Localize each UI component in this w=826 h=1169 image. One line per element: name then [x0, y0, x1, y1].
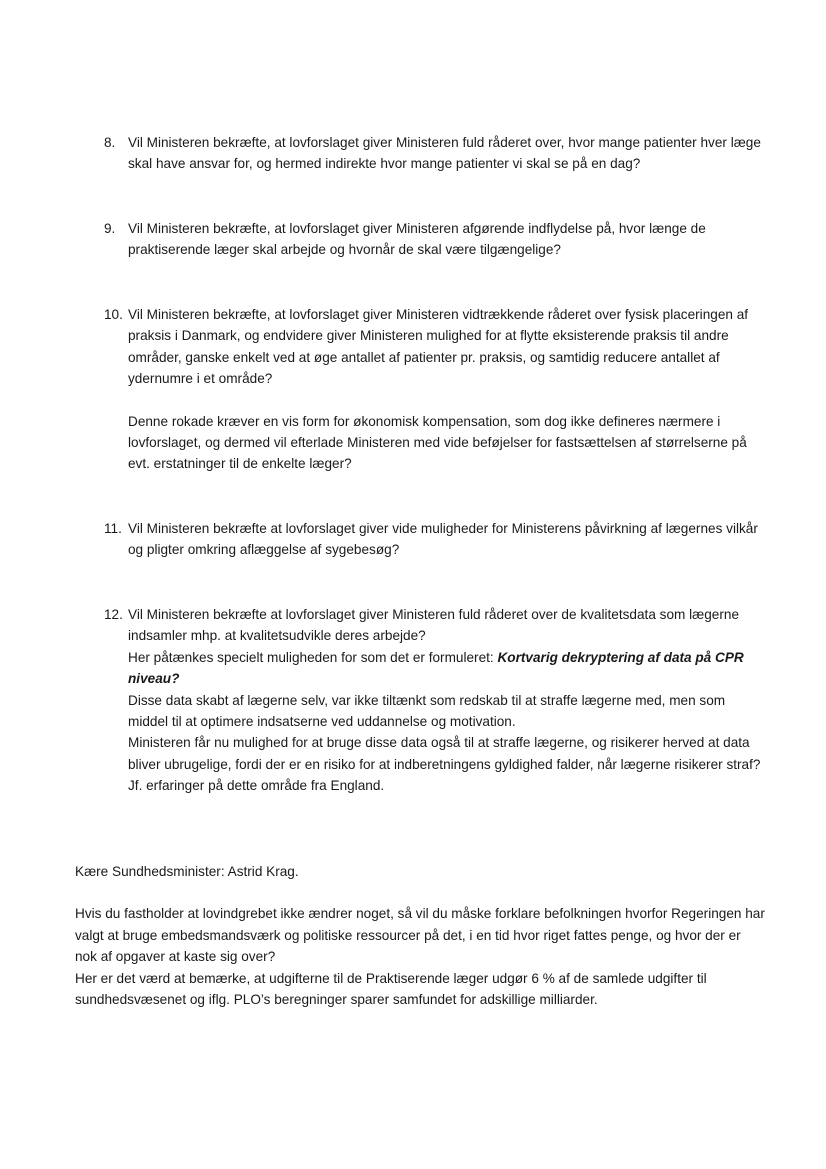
question-text-continued: Denne rokade kræver en vis form for økonomisk kompensation, som dog ikke defineres nærmere i lovforslaget, og dermed vil efterlade Ministeren med vide beføjelser for fastsættelsen af størrelserne på evt. erstatninger til de enkelte læger? — [128, 413, 747, 472]
question-number: 11. — [104, 521, 122, 536]
question-text: Vil Ministeren bekræfte, at lovforslaget giver Ministeren fuld råderet over, hvor mange patienter hver læge skal have ansvar for, og hermed indirekte hvor mange patienter vi skal se på en dag? — [128, 135, 761, 172]
question-number: 10. — [104, 307, 123, 322]
closing-letter — [75, 861, 765, 1010]
question-text-purpose: Disse data skabt af lægerne selv, var ikke tiltænkt som redskab til at straffe lægerne med, men som middel til at optimere indsatserne ved uddannelse og motivation. — [128, 692, 726, 730]
question-text: Vil Ministeren bekræfte, at lovforslaget giver Ministeren vidtrækkende råderet over fysisk placeringen af praksis i Danmark, og endvidere giver Ministeren mulighed for at flytte eksisterende praksis til andre områder, ganske enkelt ved at øge antallet af patienter pr. praksis, og samtidig reducere antallet af ydernumre i et område? — [128, 307, 749, 387]
question-number: 12. — [104, 607, 123, 622]
question-text-risk: Ministeren får nu mulighed for at bruge disse data også til at straffe lægerne, og risikerer herved at data bliver ubrugelige, fordi der er en risiko for at indberetningens gyldighed falder, når lægerne risikerer straf? Jf. erfaringer på dette område fra England. — [128, 735, 761, 794]
question-number: 9. — [104, 221, 116, 236]
letter-paragraph: Her er det værd at bemærke, at udgifterne til de Praktiserende læger udgør 6 % af de samlede udgifter til sundhedsvæsenet og iflg. PLO’s beregninger sparer samfundet for adskillige milliarder. — [75, 970, 707, 1008]
question-9 — [104, 218, 764, 261]
letter-paragraph: Hvis du fastholder at lovindgrebet ikke ændrer noget, så vil du måske forklare befolkningen hvorfor Regeringen har valgt at bruge embedsmandsværk og politiske ressourcer på det, i en tid hvor riget fattes penge, og hvor der er nok af opgaver at kaste sig over? — [75, 906, 765, 965]
question-number: 8. — [104, 135, 116, 150]
question-text: Vil Ministeren bekræfte, at lovforslaget giver Ministeren afgørende indflydelse på, hvor længe de praktiserende læger skal arbejde og hvornår de skal være tilgængelige? — [128, 221, 706, 258]
question-10 — [104, 304, 764, 475]
salutation: Kære Sundhedsminister: Astrid Krag. — [75, 864, 299, 879]
quote-emphasis: Kortvarig dekryptering af data på CPR niveau? — [128, 649, 744, 687]
quote-lead: Her påtænkes specielt muligheden for som det er formuleret: — [128, 649, 498, 665]
question-8 — [104, 132, 764, 175]
question-text-quote — [128, 647, 764, 690]
question-12 — [104, 604, 764, 797]
question-text: Vil Ministeren bekræfte at lovforslaget giver Ministeren fuld råderet over de kvalitetsdata som lægerne indsamler mhp. at kvalitetsudvikle deres arbejde? — [128, 607, 740, 644]
question-11 — [104, 518, 764, 561]
question-text: Vil Ministeren bekræfte at lovforslaget giver vide muligheder for Ministerens påvirkning af lægernes vilkår og pligter omkring aflæggelse af sygebesøg? — [128, 521, 758, 558]
